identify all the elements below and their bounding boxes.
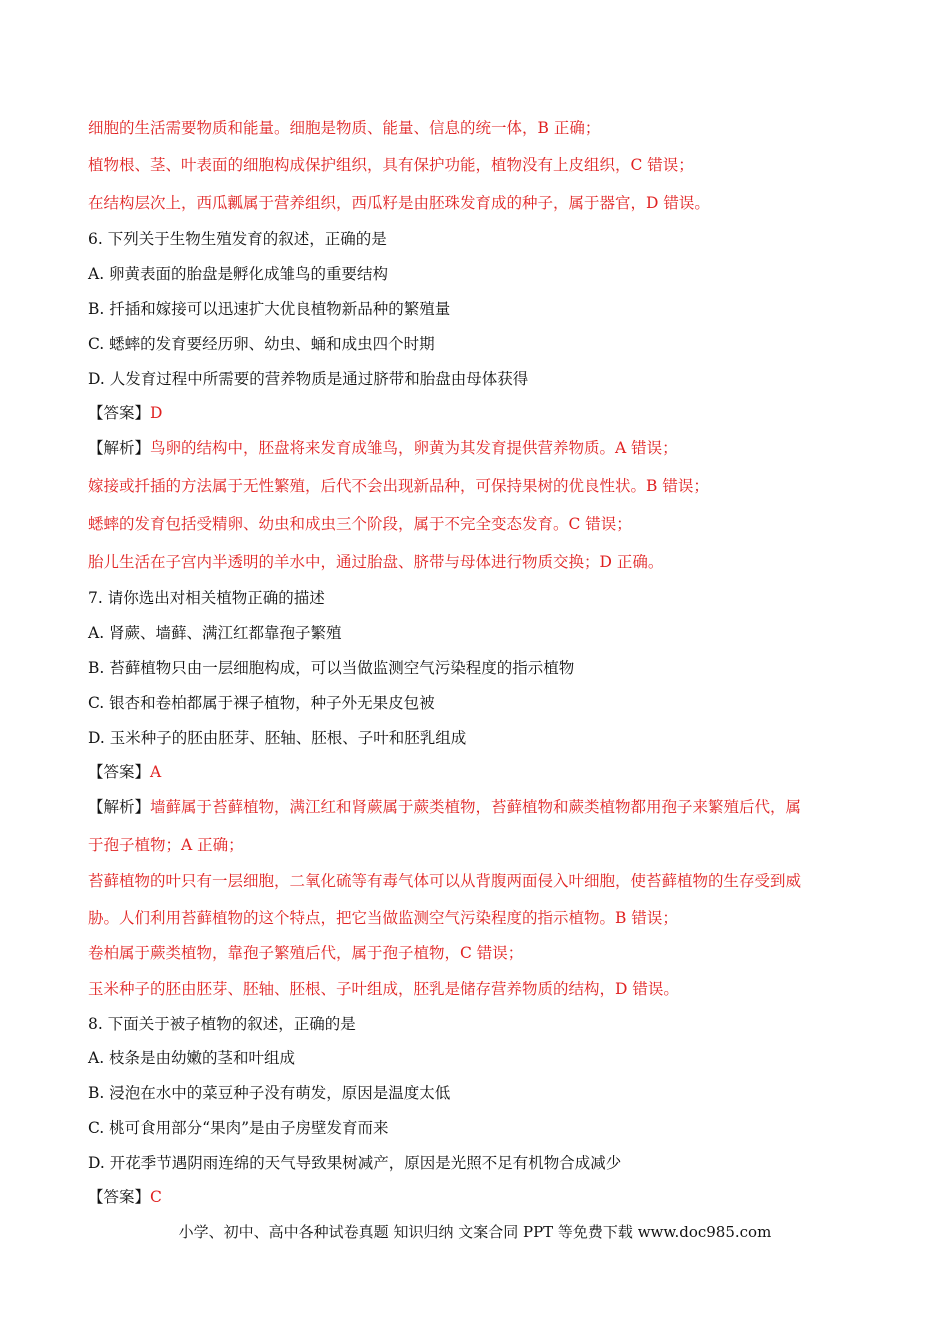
q5-analysis-line-1: 细胞的生活需要物质和能量。细胞是物质、能量、信息的统一体，B 正确； [88,119,601,137]
q8-option-c: C. 桃可食用部分“果肉”是由子房壁发育而来 [88,1119,389,1137]
q7-analysis-line-1-cont: 于孢子植物；A 正确； [88,836,244,854]
q8-option-d: D. 开花季节遇阴雨连绵的天气导致果树减产，原因是光照不足有机物合成减少 [88,1154,622,1172]
answer-value: C [150,1188,162,1206]
answer-tag: 【答案】 [88,1188,151,1206]
q7-analysis-line-1 [88,797,801,817]
q6-analysis-line-4: 胎儿生活在子宫内半透明的羊水中，通过胎盘、脐带与母体进行物质交换；D 正确。 [88,553,664,571]
analysis-text: 墙藓属于苔藓植物，满江红和肾蕨属于蕨类植物，苔藓植物和蕨类植物都用孢子来繁殖后代，属 [150,798,802,816]
answer-tag: 【答案】 [88,763,151,781]
q8-answer [88,1187,162,1207]
answer-value: A [150,763,162,781]
q5-analysis-line-3: 在结构层次上，西瓜瓤属于营养组织，西瓜籽是由胚珠发育成的种子，属于器官，D 错误。 [88,194,710,212]
q6-option-a: A. 卵黄表面的胎盘是孵化成雏鸟的重要结构 [88,265,389,283]
answer-tag: 【答案】 [88,404,151,422]
q6-option-d: D. 人发育过程中所需要的营养物质是通过脐带和胎盘由母体获得 [88,370,529,388]
q6-option-c: C. 蟋蟀的发育要经历卵、幼虫、蛹和成虫四个时期 [88,335,435,353]
q7-option-a: A. 肾蕨、墙藓、满江红都靠孢子繁殖 [88,624,342,642]
analysis-text: 鸟卵的结构中，胚盘将来发育成雏鸟，卵黄为其发育提供营养物质。A 错误； [150,439,678,457]
q7-analysis-line-2: 苔藓植物的叶只有一层细胞，二氧化硫等有毒气体可以从背腹两面侵入叶细胞，使苔藓植物的生存受到威 [88,872,802,890]
q6-stem: 6. 下列关于生物生殖发育的叙述，正确的是 [88,230,387,248]
q7-analysis-line-2-cont: 胁。人们利用苔藓植物的这个特点，把它当做监测空气污染程度的指示植物。B 错误； [88,909,678,927]
q8-stem: 8. 下面关于被子植物的叙述，正确的是 [88,1015,356,1033]
analysis-tag: 【解析】 [88,439,151,457]
q8-option-b: B. 浸泡在水中的菜豆种子没有萌发，原因是温度太低 [88,1084,451,1102]
q7-stem: 7. 请你选出对相关植物正确的描述 [88,589,325,607]
analysis-tag: 【解析】 [88,798,151,816]
page-footer: 小学、初中、高中各种试卷真题 知识归纳 文案合同 PPT 等免费下载 www.doc985.com [178,1223,772,1241]
q6-analysis-line-3: 蟋蟀的发育包括受精卵、幼虫和成虫三个阶段，属于不完全变态发育。C 错误； [88,515,632,533]
q6-analysis-line-1 [88,438,678,458]
q7-option-c: C. 银杏和卷柏都属于裸子植物，种子外无果皮包被 [88,694,435,712]
q6-answer [88,403,162,423]
q6-analysis-line-2: 嫁接或扦插的方法属于无性繁殖，后代不会出现新品种，可保持果树的优良性状。B 错误； [88,477,709,495]
q6-option-b: B. 扦插和嫁接可以迅速扩大优良植物新品种的繁殖量 [88,300,451,318]
q8-option-a: A. 枝条是由幼嫩的茎和叶组成 [88,1049,296,1067]
q7-analysis-line-4: 玉米种子的胚由胚芽、胚轴、胚根、子叶组成，胚乳是储存营养物质的结构，D 错误。 [88,980,679,998]
q7-answer [88,762,161,782]
answer-value: D [150,404,163,422]
q7-option-b: B. 苔藓植物只由一层细胞构成，可以当做监测空气污染程度的指示植物 [88,659,575,677]
q5-analysis-line-2: 植物根、茎、叶表面的细胞构成保护组织，具有保护功能，植物没有上皮组织，C 错误； [88,156,694,174]
q7-option-d: D. 玉米种子的胚由胚芽、胚轴、胚根、子叶和胚乳组成 [88,729,467,747]
q7-analysis-line-3: 卷柏属于蕨类植物，靠孢子繁殖后代，属于孢子植物，C 错误； [88,944,524,962]
